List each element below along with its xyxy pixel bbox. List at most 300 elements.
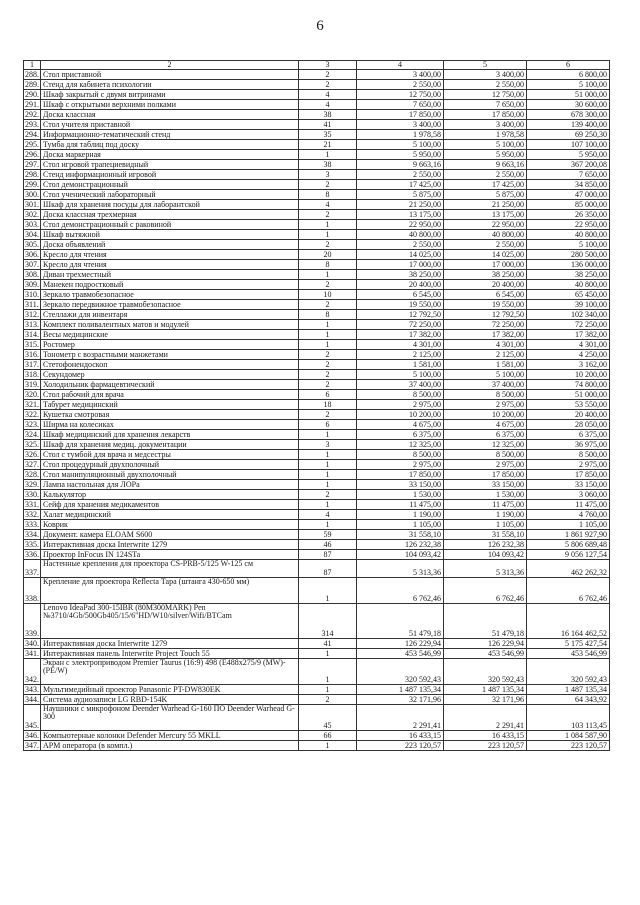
table-row — [24, 110, 610, 120]
item-name-cell: Стол процедурный двухполочный — [41, 460, 299, 470]
quantity-cell: 38 — [299, 110, 357, 120]
unit-price-cell: 12 750,00 — [444, 90, 527, 100]
table-row — [24, 150, 610, 160]
item-name-cell: Стеллажи для инвентаря — [41, 310, 299, 320]
total-cell: 367 200,08 — [527, 160, 610, 170]
item-name-cell: Халат медицинский — [41, 510, 299, 520]
quantity-cell: 2 — [299, 70, 357, 80]
table-row — [24, 741, 610, 751]
table-row — [24, 410, 610, 420]
quantity-cell: 3 — [299, 440, 357, 450]
unit-price-cell: 38 250,00 — [444, 270, 527, 280]
item-name-cell: Шкаф для хранения медиц. документации — [41, 440, 299, 450]
total-cell: 30 600,00 — [527, 100, 610, 110]
total-cell: 5 950,00 — [527, 150, 610, 160]
column-header: 5 — [444, 61, 527, 70]
table-row — [24, 430, 610, 440]
table-row — [24, 300, 610, 310]
unit-price-cell: 17 850,00 — [357, 470, 444, 480]
unit-price-cell: 2 550,00 — [444, 170, 527, 180]
quantity-cell: 4 — [299, 510, 357, 520]
table-row — [24, 649, 610, 659]
unit-price-cell: 17 850,00 — [444, 470, 527, 480]
unit-price-cell: 2 550,00 — [357, 240, 444, 250]
unit-price-cell: 5 100,00 — [444, 140, 527, 150]
unit-price-cell: 8 500,00 — [444, 390, 527, 400]
quantity-cell: 45 — [299, 705, 357, 731]
row-number-cell: 292. — [25, 110, 39, 119]
unit-price-cell: 21 250,00 — [357, 200, 444, 210]
unit-price-cell: 5 950,00 — [444, 150, 527, 160]
unit-price-cell: 40 800,00 — [444, 230, 527, 240]
unit-price-cell: 51 479,18 — [357, 604, 444, 639]
table-row — [24, 440, 610, 450]
table-header-row — [24, 61, 610, 70]
total-cell: 102 340,00 — [527, 310, 610, 320]
total-cell: 10 200,00 — [527, 370, 610, 380]
unit-price-cell: 2 550,00 — [357, 80, 444, 90]
item-name-cell: Табурет медицинский — [41, 400, 299, 410]
quantity-cell: 2 — [299, 300, 357, 310]
table-row — [24, 200, 610, 210]
row-number-cell: 336. — [25, 550, 39, 559]
row-number-cell: 330. — [25, 490, 39, 499]
unit-price-cell: 6 762,46 — [357, 578, 444, 604]
total-cell: 103 113,45 — [527, 705, 610, 731]
row-number-cell: 319. — [25, 380, 39, 389]
item-name-cell: Секундомер — [41, 370, 299, 380]
quantity-cell: 35 — [299, 130, 357, 140]
total-cell: 1 861 927,90 — [527, 530, 610, 540]
item-name-cell: Калькулятор — [41, 490, 299, 500]
item-name-cell: Система аудиозаписи LG RBD-154K — [41, 695, 299, 705]
unit-price-cell: 14 025,00 — [444, 250, 527, 260]
unit-price-cell: 5 875,00 — [444, 190, 527, 200]
row-number-cell: 345. — [24, 705, 41, 731]
unit-price-cell: 2 550,00 — [444, 80, 527, 90]
quantity-cell: 46 — [299, 540, 357, 550]
row-number-cell: 335. — [25, 540, 39, 549]
table-row — [24, 100, 610, 110]
unit-price-cell: 4 301,00 — [444, 340, 527, 350]
quantity-cell: 87 — [299, 550, 357, 560]
table-row — [24, 290, 610, 300]
quantity-cell: 8 — [299, 310, 357, 320]
unit-price-cell: 1 581,00 — [357, 360, 444, 370]
quantity-cell: 6 — [299, 390, 357, 400]
table-row — [24, 190, 610, 200]
row-number-cell: 325. — [25, 440, 39, 449]
unit-price-cell: 2 550,00 — [357, 170, 444, 180]
table-row — [24, 510, 610, 520]
quantity-cell: 1 — [299, 649, 357, 659]
unit-price-cell: 40 800,00 — [357, 230, 444, 240]
quantity-cell: 8 — [299, 190, 357, 200]
unit-price-cell: 2 291,41 — [357, 705, 444, 731]
table-row — [24, 705, 610, 731]
row-number-cell: 346. — [25, 731, 39, 740]
quantity-cell: 1 — [299, 460, 357, 470]
item-name-cell: Стенд для кабинета психологии — [41, 80, 299, 90]
table-row — [24, 330, 610, 340]
unit-price-cell: 126 232,38 — [357, 540, 444, 550]
quantity-cell: 2 — [299, 350, 357, 360]
quantity-cell: 2 — [299, 180, 357, 190]
table-row — [24, 90, 610, 100]
row-number-cell: 315. — [25, 340, 39, 349]
row-number-cell: 310. — [25, 290, 39, 299]
row-number-cell: 302. — [25, 210, 39, 219]
item-name-cell: Интерактивная доска Interwrite 1279 — [41, 540, 299, 550]
quantity-cell: 1 — [299, 659, 357, 685]
table-row — [24, 731, 610, 741]
row-number-cell: 295. — [25, 140, 39, 149]
unit-price-cell: 20 400,00 — [444, 280, 527, 290]
table-row — [24, 380, 610, 390]
quantity-cell: 18 — [299, 400, 357, 410]
unit-price-cell: 21 250,00 — [444, 200, 527, 210]
unit-price-cell: 1 530,00 — [444, 490, 527, 500]
unit-price-cell: 9 663,16 — [444, 160, 527, 170]
unit-price-cell: 1 978,58 — [444, 130, 527, 140]
unit-price-cell: 33 150,00 — [357, 480, 444, 490]
item-name-cell: Шкаф закрытый с двумя витринами — [41, 90, 299, 100]
unit-price-cell: 32 171,96 — [357, 695, 444, 705]
unit-price-cell: 5 313,36 — [444, 560, 527, 578]
unit-price-cell: 12 750,00 — [357, 90, 444, 100]
row-number-cell: 339. — [24, 604, 41, 639]
quantity-cell: 2 — [299, 280, 357, 290]
unit-price-cell: 17 000,00 — [357, 260, 444, 270]
total-cell: 5 175 427,54 — [527, 639, 610, 649]
unit-price-cell: 1 581,00 — [444, 360, 527, 370]
quantity-cell: 2 — [299, 490, 357, 500]
total-cell: 39 100,00 — [527, 300, 610, 310]
total-cell: 72 250,00 — [527, 320, 610, 330]
unit-price-cell: 19 550,00 — [444, 300, 527, 310]
table-row — [24, 604, 610, 639]
unit-price-cell: 38 250,00 — [357, 270, 444, 280]
item-name-cell: Проектор InFocus IN 124STa — [41, 550, 299, 560]
quantity-cell: 2 — [299, 360, 357, 370]
unit-price-cell: 72 250,00 — [357, 320, 444, 330]
quantity-cell: 2 — [299, 80, 357, 90]
unit-price-cell: 2 975,00 — [444, 460, 527, 470]
unit-price-cell: 1 487 135,34 — [444, 685, 527, 695]
item-name-cell: Тонометр с возрастными манжетами — [41, 350, 299, 360]
quantity-cell: 8 — [299, 260, 357, 270]
row-number-cell: 331. — [25, 500, 39, 509]
table-row — [24, 578, 610, 604]
item-name-cell: Кресло для чтения — [41, 260, 299, 270]
quantity-cell: 2 — [299, 210, 357, 220]
unit-price-cell: 1 530,00 — [357, 490, 444, 500]
table-row — [24, 230, 610, 240]
unit-price-cell: 126 232,38 — [444, 540, 527, 550]
row-number-cell: 343. — [25, 685, 39, 694]
unit-price-cell: 5 100,00 — [357, 370, 444, 380]
row-number-cell: 299. — [25, 180, 39, 189]
total-cell: 139 400,00 — [527, 120, 610, 130]
unit-price-cell: 33 150,00 — [444, 480, 527, 490]
total-cell: 22 950,00 — [527, 220, 610, 230]
quantity-cell: 1 — [299, 578, 357, 604]
quantity-cell: 1 — [299, 480, 357, 490]
row-number-cell: 329. — [25, 480, 39, 489]
total-cell: 6 762,46 — [527, 578, 610, 604]
total-cell: 28 050,00 — [527, 420, 610, 430]
item-name-cell: Шкаф медицинский для хранения лекарств — [41, 430, 299, 440]
quantity-cell: 2 — [299, 380, 357, 390]
total-cell: 20 400,00 — [527, 410, 610, 420]
table-row — [24, 120, 610, 130]
total-cell: 2 975,00 — [527, 460, 610, 470]
unit-price-cell: 17 382,00 — [444, 330, 527, 340]
table-row — [24, 540, 610, 550]
total-cell: 5 100,00 — [527, 240, 610, 250]
unit-price-cell: 1 105,00 — [357, 520, 444, 530]
row-number-cell: 333. — [25, 520, 39, 529]
item-name-cell: Кресло для чтения — [41, 250, 299, 260]
table-row — [24, 360, 610, 370]
unit-price-cell: 3 400,00 — [357, 70, 444, 80]
quantity-cell: 21 — [299, 140, 357, 150]
item-name-cell: Стол приставной — [41, 70, 299, 80]
unit-price-cell: 12 325,00 — [444, 440, 527, 450]
quantity-cell: 10 — [299, 290, 357, 300]
item-name-cell: Доска классная — [41, 110, 299, 120]
total-cell: 16 164 462,52 — [527, 604, 610, 639]
item-name-cell: Стол демонстрационный — [41, 180, 299, 190]
unit-price-cell: 1 105,00 — [444, 520, 527, 530]
unit-price-cell: 7 650,00 — [444, 100, 527, 110]
row-number-cell: 289. — [25, 80, 39, 89]
total-cell: 17 850,00 — [527, 470, 610, 480]
row-number-cell: 306. — [25, 250, 39, 259]
total-cell: 69 250,30 — [527, 130, 610, 140]
unit-price-cell: 12 792,50 — [357, 310, 444, 320]
item-name-cell: Манекен подростковый — [41, 280, 299, 290]
unit-price-cell: 17 425,00 — [357, 180, 444, 190]
unit-price-cell: 17 382,00 — [357, 330, 444, 340]
unit-price-cell: 104 093,42 — [444, 550, 527, 560]
unit-price-cell: 72 250,00 — [444, 320, 527, 330]
total-cell: 34 850,00 — [527, 180, 610, 190]
total-cell: 11 475,00 — [527, 500, 610, 510]
item-name-cell: Диван трехместный — [41, 270, 299, 280]
item-name-cell: Настенные крепления для проектора CS-PRB-5/125 W-125 см — [41, 560, 299, 578]
unit-price-cell: 2 975,00 — [357, 460, 444, 470]
quantity-cell: 59 — [299, 530, 357, 540]
row-number-cell: 347. — [25, 741, 39, 750]
row-number-cell: 321. — [25, 400, 39, 409]
quantity-cell: 1 — [299, 330, 357, 340]
unit-price-cell: 8 500,00 — [357, 390, 444, 400]
row-number-cell: 320. — [25, 390, 39, 399]
table-row — [24, 639, 610, 649]
row-number-cell: 338. — [24, 578, 41, 604]
unit-price-cell: 17 850,00 — [444, 110, 527, 120]
quantity-cell: 20 — [299, 250, 357, 260]
table-row — [24, 350, 610, 360]
quantity-cell: 1 — [299, 230, 357, 240]
quantity-cell: 2 — [299, 240, 357, 250]
item-name-cell: Коврик — [41, 520, 299, 530]
unit-price-cell: 6 545,00 — [357, 290, 444, 300]
total-cell: 47 000,00 — [527, 190, 610, 200]
item-name-cell: Стол рабочий для врача — [41, 390, 299, 400]
unit-price-cell: 5 875,00 — [357, 190, 444, 200]
row-number-cell: 301. — [25, 200, 39, 209]
total-cell: 136 000,00 — [527, 260, 610, 270]
table-row — [24, 695, 610, 705]
quantity-cell: 1 — [299, 741, 357, 751]
table-row — [24, 560, 610, 578]
total-cell: 3 162,00 — [527, 360, 610, 370]
unit-price-cell: 1 190,00 — [444, 510, 527, 520]
item-name-cell: Стетофонендоскоп — [41, 360, 299, 370]
quantity-cell: 1 — [299, 340, 357, 350]
table-row — [24, 180, 610, 190]
item-name-cell: Комплект поливалентных матов и модулей — [41, 320, 299, 330]
unit-price-cell: 104 093,42 — [357, 550, 444, 560]
total-cell: 280 500,00 — [527, 250, 610, 260]
item-name-cell: Стол ученический лабораторный — [41, 190, 299, 200]
item-name-cell: Доска классная трехмерная — [41, 210, 299, 220]
unit-price-cell: 17 425,00 — [444, 180, 527, 190]
total-cell: 40 800,00 — [527, 280, 610, 290]
item-name-cell: Стол демонстрационный с раковиной — [41, 220, 299, 230]
unit-price-cell: 11 475,00 — [444, 500, 527, 510]
unit-price-cell: 3 400,00 — [357, 120, 444, 130]
table-row — [24, 470, 610, 480]
item-name-cell: Доска объявлений — [41, 240, 299, 250]
unit-price-cell: 1 978,58 — [357, 130, 444, 140]
row-number-cell: 313. — [25, 320, 39, 329]
row-number-cell: 308. — [25, 270, 39, 279]
quantity-cell: 1 — [299, 150, 357, 160]
table-row — [24, 550, 610, 560]
table-row — [24, 280, 610, 290]
quantity-cell: 1 — [299, 500, 357, 510]
item-name-cell: Интерактивная доска Interwrite 1279 — [41, 639, 299, 649]
unit-price-cell: 223 120,57 — [357, 741, 444, 751]
unit-price-cell: 8 500,00 — [357, 450, 444, 460]
quantity-cell: 1 — [299, 270, 357, 280]
total-cell: 51 000,00 — [527, 390, 610, 400]
table-row — [24, 490, 610, 500]
unit-price-cell: 126 229,94 — [357, 639, 444, 649]
unit-price-cell: 37 400,00 — [357, 380, 444, 390]
quantity-cell: 6 — [299, 420, 357, 430]
unit-price-cell: 2 975,00 — [444, 400, 527, 410]
item-name-cell: Документ. камера ELOAM S600 — [41, 530, 299, 540]
column-header: 4 — [357, 61, 444, 70]
total-cell: 462 262,32 — [527, 560, 610, 578]
unit-price-cell: 9 663,16 — [357, 160, 444, 170]
unit-price-cell: 4 675,00 — [357, 420, 444, 430]
unit-price-cell: 4 301,00 — [357, 340, 444, 350]
quantity-cell: 1 — [299, 685, 357, 695]
quantity-cell: 2 — [299, 370, 357, 380]
row-number-cell: 324. — [25, 430, 39, 439]
unit-price-cell: 5 100,00 — [357, 140, 444, 150]
row-number-cell: 337. — [24, 560, 41, 578]
row-number-cell: 323. — [25, 420, 39, 429]
row-number-cell: 298. — [25, 170, 39, 179]
quantity-cell: 87 — [299, 560, 357, 578]
total-cell: 320 592,43 — [527, 659, 610, 685]
unit-price-cell: 2 975,00 — [357, 400, 444, 410]
row-number-cell: 303. — [25, 220, 39, 229]
unit-price-cell: 14 025,00 — [357, 250, 444, 260]
total-cell: 53 550,00 — [527, 400, 610, 410]
table-row — [24, 420, 610, 430]
total-cell: 64 343,92 — [527, 695, 610, 705]
table-row — [24, 450, 610, 460]
table-row — [24, 659, 610, 685]
unit-price-cell: 4 675,00 — [444, 420, 527, 430]
item-name-cell: Весы медицинские — [41, 330, 299, 340]
row-number-cell: 307. — [25, 260, 39, 269]
quantity-cell: 66 — [299, 731, 357, 741]
unit-price-cell: 2 125,00 — [357, 350, 444, 360]
row-number-cell: 300. — [25, 190, 39, 199]
unit-price-cell: 11 475,00 — [357, 500, 444, 510]
table-row — [24, 400, 610, 410]
unit-price-cell: 31 558,10 — [357, 530, 444, 540]
total-cell: 6 375,00 — [527, 430, 610, 440]
total-cell: 1 487 135,34 — [527, 685, 610, 695]
quantity-cell: 4 — [299, 90, 357, 100]
total-cell: 38 250,00 — [527, 270, 610, 280]
item-name-cell: Крепление для проектора Reflecta Тара (штанга 430-650 мм) — [41, 578, 299, 604]
total-cell: 5 100,00 — [527, 80, 610, 90]
item-name-cell: Зеркало передвижное травмобезопасное — [41, 300, 299, 310]
row-number-cell: 294. — [25, 130, 39, 139]
table-row — [24, 160, 610, 170]
table-row — [24, 220, 610, 230]
unit-price-cell: 17 850,00 — [357, 110, 444, 120]
row-number-cell: 318. — [25, 370, 39, 379]
row-number-cell: 328. — [25, 470, 39, 479]
total-cell: 4 760,00 — [527, 510, 610, 520]
row-number-cell: 334. — [25, 530, 39, 539]
item-name-cell: Lenovo IdeaPad 300-15IBR (80M300MARK) Pen №3710/4Gb/500Gb405/15/6"HD/W10/silver/Wifi/BTCam — [41, 604, 299, 639]
table-row — [24, 80, 610, 90]
unit-price-cell: 10 200,00 — [444, 410, 527, 420]
quantity-cell: 4 — [299, 200, 357, 210]
quantity-cell: 1 — [299, 520, 357, 530]
total-cell: 8 500,00 — [527, 450, 610, 460]
row-number-cell: 341. — [25, 649, 39, 658]
row-number-cell: 332. — [25, 510, 39, 519]
total-cell: 678 300,00 — [527, 110, 610, 120]
item-name-cell: Наушники с микрофоном Deender Warhead G-160 ПО Deender Warhead G-300 — [41, 705, 299, 731]
total-cell: 1 105,00 — [527, 520, 610, 530]
total-cell: 223 120,57 — [527, 741, 610, 751]
total-cell: 85 000,00 — [527, 200, 610, 210]
table-row — [24, 520, 610, 530]
quantity-cell: 2 — [299, 410, 357, 420]
row-number-cell: 340. — [25, 639, 39, 648]
item-name-cell: Лампа настольная для ЛОРа — [41, 480, 299, 490]
table-row — [24, 340, 610, 350]
column-header: 1 — [24, 61, 41, 70]
unit-price-cell: 6 375,00 — [444, 430, 527, 440]
row-number-cell: 305. — [25, 240, 39, 249]
quantity-cell: 1 — [299, 470, 357, 480]
